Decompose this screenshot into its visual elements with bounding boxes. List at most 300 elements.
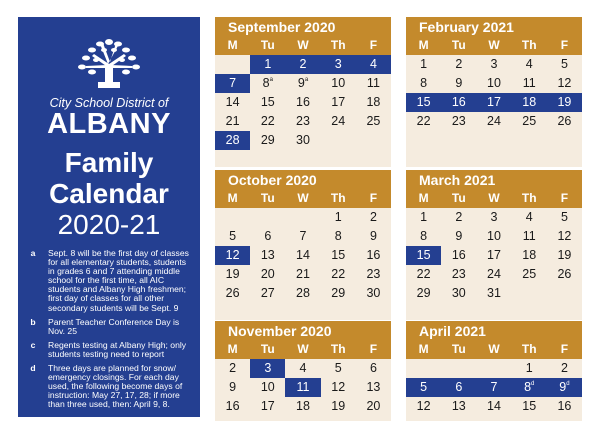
weekday-label: Th (521, 191, 537, 205)
day-cell (441, 397, 476, 416)
day-number: 7 (299, 229, 307, 243)
weekday-row (406, 341, 582, 359)
day-number: 10 (331, 76, 346, 90)
footnote-letter: a (30, 248, 36, 258)
day-cell (476, 112, 511, 131)
day-cell (406, 397, 441, 416)
day-number: 11 (296, 380, 310, 394)
weekday-label: F (369, 342, 378, 356)
weekday-label: Tu (451, 191, 466, 205)
empty-cell (285, 208, 320, 227)
day-cell (285, 378, 320, 397)
district-name: ALBANY (47, 108, 171, 140)
empty-cell (476, 359, 511, 378)
day-cell (512, 112, 547, 131)
footnote-text: Regents testing at Albany High; only students testing need to report (48, 339, 187, 359)
day-number: 3 (264, 361, 272, 375)
month-title: October 2020 (228, 172, 317, 188)
day-number: 2 (229, 361, 237, 375)
weekday-label: W (297, 342, 309, 356)
day-number: 18 (366, 95, 381, 109)
day-number: 23 (296, 114, 310, 128)
day-cell (321, 55, 356, 74)
day-cell (441, 378, 476, 397)
day-number: 14 (296, 248, 310, 262)
week-row (406, 208, 582, 227)
day-number: 6 (264, 229, 272, 243)
week-row (406, 359, 582, 378)
day-number: 20 (260, 267, 275, 281)
day-cell (285, 397, 320, 416)
day-number: 14 (225, 95, 240, 109)
day-number: 28 (296, 286, 310, 300)
day-cell (250, 131, 285, 150)
day-cell (356, 208, 391, 227)
day-cell (547, 378, 582, 397)
day-number: 21 (225, 114, 240, 128)
week-row (215, 359, 391, 378)
weekday-label: Th (521, 342, 537, 356)
footnote-marker: d (531, 381, 535, 387)
day-number: 29 (260, 133, 275, 147)
week-row (406, 397, 582, 416)
day-number: 26 (557, 114, 572, 128)
week-row (406, 246, 582, 265)
day-cell (547, 208, 582, 227)
day-number: 5 (560, 210, 568, 224)
day-cell (547, 112, 582, 131)
day-cell (321, 265, 356, 284)
day-cell (356, 55, 391, 74)
empty-cell (547, 284, 582, 303)
day-number: 15 (260, 95, 275, 109)
day-cell (285, 131, 320, 150)
week-row (406, 112, 582, 131)
day-cell (356, 74, 391, 93)
day-number: 12 (331, 380, 346, 394)
day-cell (406, 246, 441, 265)
day-number: 15 (416, 248, 431, 262)
day-cell (321, 112, 356, 131)
weekday-label: W (488, 38, 500, 52)
day-cell (547, 93, 582, 112)
day-number: 16 (451, 248, 466, 262)
weekday-label: M (418, 342, 429, 356)
day-cell (285, 112, 320, 131)
day-cell (215, 265, 250, 284)
month-title: September 2020 (228, 19, 336, 35)
day-number: 1 (264, 57, 272, 71)
district-label: City School District of (49, 96, 169, 110)
day-number: 2 (369, 210, 377, 224)
day-number: 4 (525, 210, 533, 224)
weekday-label: Th (330, 38, 346, 52)
footnote-text: Three days are planned for snow/ emergency closings. For each day used, the following become days of instruction: May 27, 17, 28; if more than three used, then: April 9, 8. (48, 363, 183, 410)
month-header (406, 321, 582, 359)
day-number: 11 (522, 229, 536, 243)
week-row (215, 131, 391, 150)
month-calendar (215, 17, 391, 167)
day-cell (215, 93, 250, 112)
day-number: 25 (522, 267, 537, 281)
day-cell (321, 378, 356, 397)
day-number: 16 (366, 248, 381, 262)
day-cell (476, 227, 511, 246)
day-number: 13 (260, 248, 275, 262)
day-number: 16 (451, 95, 466, 109)
day-cell (356, 93, 391, 112)
day-cell (547, 397, 582, 416)
empty-cell (512, 284, 547, 303)
weekday-label: M (227, 191, 238, 205)
day-cell (512, 359, 547, 378)
weekday-row (406, 190, 582, 208)
weekday-label: Tu (260, 191, 275, 205)
day-cell (215, 246, 250, 265)
day-number: 17 (331, 95, 346, 109)
week-row (215, 246, 391, 265)
day-number: 5 (334, 361, 342, 375)
day-number: 16 (296, 95, 310, 109)
day-number: 17 (260, 399, 275, 413)
day-number: 18 (522, 95, 537, 109)
month-calendar (215, 321, 391, 421)
day-number: 5 (229, 229, 237, 243)
day-number: 26 (557, 267, 572, 281)
day-cell (321, 208, 356, 227)
day-number: 22 (416, 267, 431, 281)
week-row (215, 265, 391, 284)
day-number: 12 (557, 76, 572, 90)
day-number: 15 (331, 248, 346, 262)
week-row (215, 208, 391, 227)
day-cell (250, 378, 285, 397)
month-header (215, 170, 391, 208)
weekday-label: M (227, 38, 238, 52)
day-number: 7 (490, 380, 498, 394)
day-cell (441, 55, 476, 74)
weekday-label: Th (330, 342, 346, 356)
day-number: 1 (420, 210, 428, 224)
day-number: 31 (487, 286, 501, 300)
day-number: 10 (487, 229, 501, 243)
day-cell (476, 397, 511, 416)
day-cell (441, 284, 476, 303)
day-number: 30 (296, 133, 310, 147)
week-row (406, 227, 582, 246)
day-number: 24 (487, 114, 501, 128)
tree-logo-icon (78, 38, 140, 94)
week-row (406, 55, 582, 74)
day-cell (250, 55, 285, 74)
day-number: 1 (525, 361, 533, 375)
day-cell (250, 112, 285, 131)
week-row (215, 227, 391, 246)
day-cell (285, 265, 320, 284)
day-number: 8 (524, 380, 532, 394)
day-number: 19 (225, 267, 240, 281)
day-number: 22 (331, 267, 346, 281)
day-number: 22 (416, 114, 431, 128)
day-number: 4 (299, 361, 307, 375)
day-number: 27 (260, 286, 275, 300)
day-cell (215, 359, 250, 378)
day-number: 6 (369, 361, 377, 375)
day-cell (512, 74, 547, 93)
day-number: 18 (296, 399, 310, 413)
month-calendar (406, 17, 582, 167)
day-cell (250, 265, 285, 284)
day-cell (476, 265, 511, 284)
day-cell (406, 112, 441, 131)
day-cell (356, 265, 391, 284)
day-cell (285, 359, 320, 378)
weekday-label: Tu (260, 342, 275, 356)
day-number: 9 (559, 380, 567, 394)
day-cell (406, 265, 441, 284)
day-number: 17 (487, 95, 501, 109)
day-cell (441, 265, 476, 284)
day-number: 17 (487, 248, 501, 262)
footnote (18, 364, 200, 409)
day-number: 15 (522, 399, 537, 413)
day-cell (285, 55, 320, 74)
day-number: 19 (557, 95, 572, 109)
day-cell (285, 227, 320, 246)
day-cell (356, 112, 391, 131)
day-cell (406, 378, 441, 397)
day-number: 3 (490, 210, 498, 224)
day-cell (406, 227, 441, 246)
month-calendar (406, 170, 582, 320)
day-number: 19 (331, 399, 346, 413)
day-cell (476, 74, 511, 93)
weekday-row (215, 341, 391, 359)
day-number: 22 (260, 114, 275, 128)
week-row (406, 378, 582, 397)
day-number: 8 (334, 229, 342, 243)
title-family: Family (64, 147, 154, 178)
day-cell (512, 265, 547, 284)
day-number: 30 (366, 286, 381, 300)
week-row (406, 265, 582, 284)
day-cell (356, 397, 391, 416)
day-number: 16 (557, 399, 572, 413)
day-cell (250, 93, 285, 112)
day-cell (356, 227, 391, 246)
weekday-label: W (297, 38, 309, 52)
day-number: 5 (420, 380, 428, 394)
week-row (215, 74, 391, 93)
weekday-label: M (418, 38, 429, 52)
day-cell (250, 359, 285, 378)
day-number: 29 (331, 286, 346, 300)
day-number: 18 (522, 248, 537, 262)
day-number: 1 (420, 57, 428, 71)
day-cell (512, 55, 547, 74)
month-header (406, 170, 582, 208)
weekday-label: F (560, 38, 569, 52)
day-number: 19 (557, 248, 572, 262)
empty-cell (406, 359, 441, 378)
day-cell (441, 227, 476, 246)
day-number: 13 (451, 399, 466, 413)
day-cell (215, 74, 250, 93)
weekday-label: W (488, 342, 500, 356)
day-number: 11 (366, 76, 380, 90)
footnote-text: Parent Teacher Conference Day is Nov. 25 (48, 316, 180, 336)
month-header (215, 321, 391, 359)
day-number: 9 (297, 76, 305, 90)
day-cell (321, 397, 356, 416)
day-cell (285, 246, 320, 265)
day-number: 12 (416, 399, 431, 413)
day-cell (215, 227, 250, 246)
day-number: 10 (260, 380, 275, 394)
day-number: 30 (451, 286, 466, 300)
weekday-label: Th (521, 38, 537, 52)
day-cell (547, 55, 582, 74)
month-title: March 2021 (419, 172, 496, 188)
day-cell (250, 74, 285, 93)
week-row (215, 397, 391, 416)
day-number: 6 (455, 380, 463, 394)
day-cell (215, 131, 250, 150)
empty-cell (441, 359, 476, 378)
month-calendar (406, 321, 582, 421)
month-calendar (215, 170, 391, 320)
day-cell (476, 378, 511, 397)
day-cell (406, 284, 441, 303)
day-number: 1 (334, 210, 342, 224)
day-cell (441, 112, 476, 131)
footnote (18, 318, 200, 336)
day-cell (476, 284, 511, 303)
empty-cell (356, 131, 391, 150)
empty-cell (215, 55, 250, 74)
day-number: 26 (225, 286, 240, 300)
week-row (215, 112, 391, 131)
month-title: April 2021 (419, 323, 486, 339)
week-row (406, 284, 582, 303)
weekday-label: F (560, 191, 569, 205)
day-number: 2 (299, 57, 307, 71)
day-number: 23 (451, 114, 466, 128)
day-cell (321, 227, 356, 246)
day-cell (215, 397, 250, 416)
day-cell (512, 208, 547, 227)
empty-cell (215, 208, 250, 227)
day-number: 9 (455, 229, 463, 243)
week-row (406, 74, 582, 93)
title-year: 2020-21 (57, 209, 161, 240)
day-number: 24 (487, 267, 501, 281)
weekday-label: M (227, 342, 238, 356)
day-number: 23 (451, 267, 466, 281)
day-number: 3 (490, 57, 498, 71)
footnote-letter: d (30, 363, 36, 374)
day-number: 5 (560, 57, 568, 71)
day-cell (476, 246, 511, 265)
day-number: 2 (455, 57, 463, 71)
month-title: February 2021 (419, 19, 514, 35)
month-header (406, 17, 582, 55)
day-number: 25 (366, 114, 381, 128)
week-row (215, 378, 391, 397)
day-cell (406, 74, 441, 93)
day-cell (547, 265, 582, 284)
day-number: 4 (369, 57, 377, 71)
footnote (18, 249, 200, 313)
day-cell (406, 55, 441, 74)
day-cell (441, 74, 476, 93)
day-cell (512, 227, 547, 246)
day-number: 24 (331, 114, 346, 128)
day-cell (250, 227, 285, 246)
day-cell (215, 112, 250, 131)
sidebar-panel (18, 17, 200, 417)
day-cell (476, 93, 511, 112)
day-cell (547, 359, 582, 378)
day-cell (476, 208, 511, 227)
week-row (215, 93, 391, 112)
empty-cell (250, 208, 285, 227)
weekday-label: Tu (451, 38, 466, 52)
day-number: 10 (487, 76, 501, 90)
day-number: 20 (366, 399, 381, 413)
empty-cell (321, 131, 356, 150)
day-cell (356, 246, 391, 265)
day-cell (547, 227, 582, 246)
day-number: 8 (420, 229, 428, 243)
day-cell (512, 378, 547, 397)
day-number: 12 (557, 229, 572, 243)
weekday-label: M (418, 191, 429, 205)
footnote-letter: b (30, 316, 36, 327)
day-number: 8 (420, 76, 428, 90)
footnote-marker: a (269, 77, 273, 83)
day-cell (321, 284, 356, 303)
week-row (406, 93, 582, 112)
day-cell (285, 74, 320, 93)
day-cell (441, 246, 476, 265)
day-number: 7 (229, 76, 237, 90)
day-cell (356, 378, 391, 397)
day-cell (321, 74, 356, 93)
month-header (215, 17, 391, 55)
weekday-label: Tu (260, 38, 275, 52)
day-cell (512, 246, 547, 265)
day-number: 4 (525, 57, 533, 71)
week-row (215, 284, 391, 303)
day-cell (321, 246, 356, 265)
footnotes (18, 249, 200, 415)
footnote (18, 341, 200, 359)
day-cell (356, 284, 391, 303)
weekday-row (406, 37, 582, 55)
day-number: 11 (522, 76, 536, 90)
day-number: 9 (369, 229, 377, 243)
day-cell (285, 284, 320, 303)
day-cell (512, 397, 547, 416)
weekday-label: F (369, 38, 378, 52)
weekday-row (215, 37, 391, 55)
day-cell (215, 284, 250, 303)
weekday-label: W (297, 191, 309, 205)
weekday-label: W (488, 191, 500, 205)
day-number: 16 (225, 399, 240, 413)
day-cell (441, 208, 476, 227)
